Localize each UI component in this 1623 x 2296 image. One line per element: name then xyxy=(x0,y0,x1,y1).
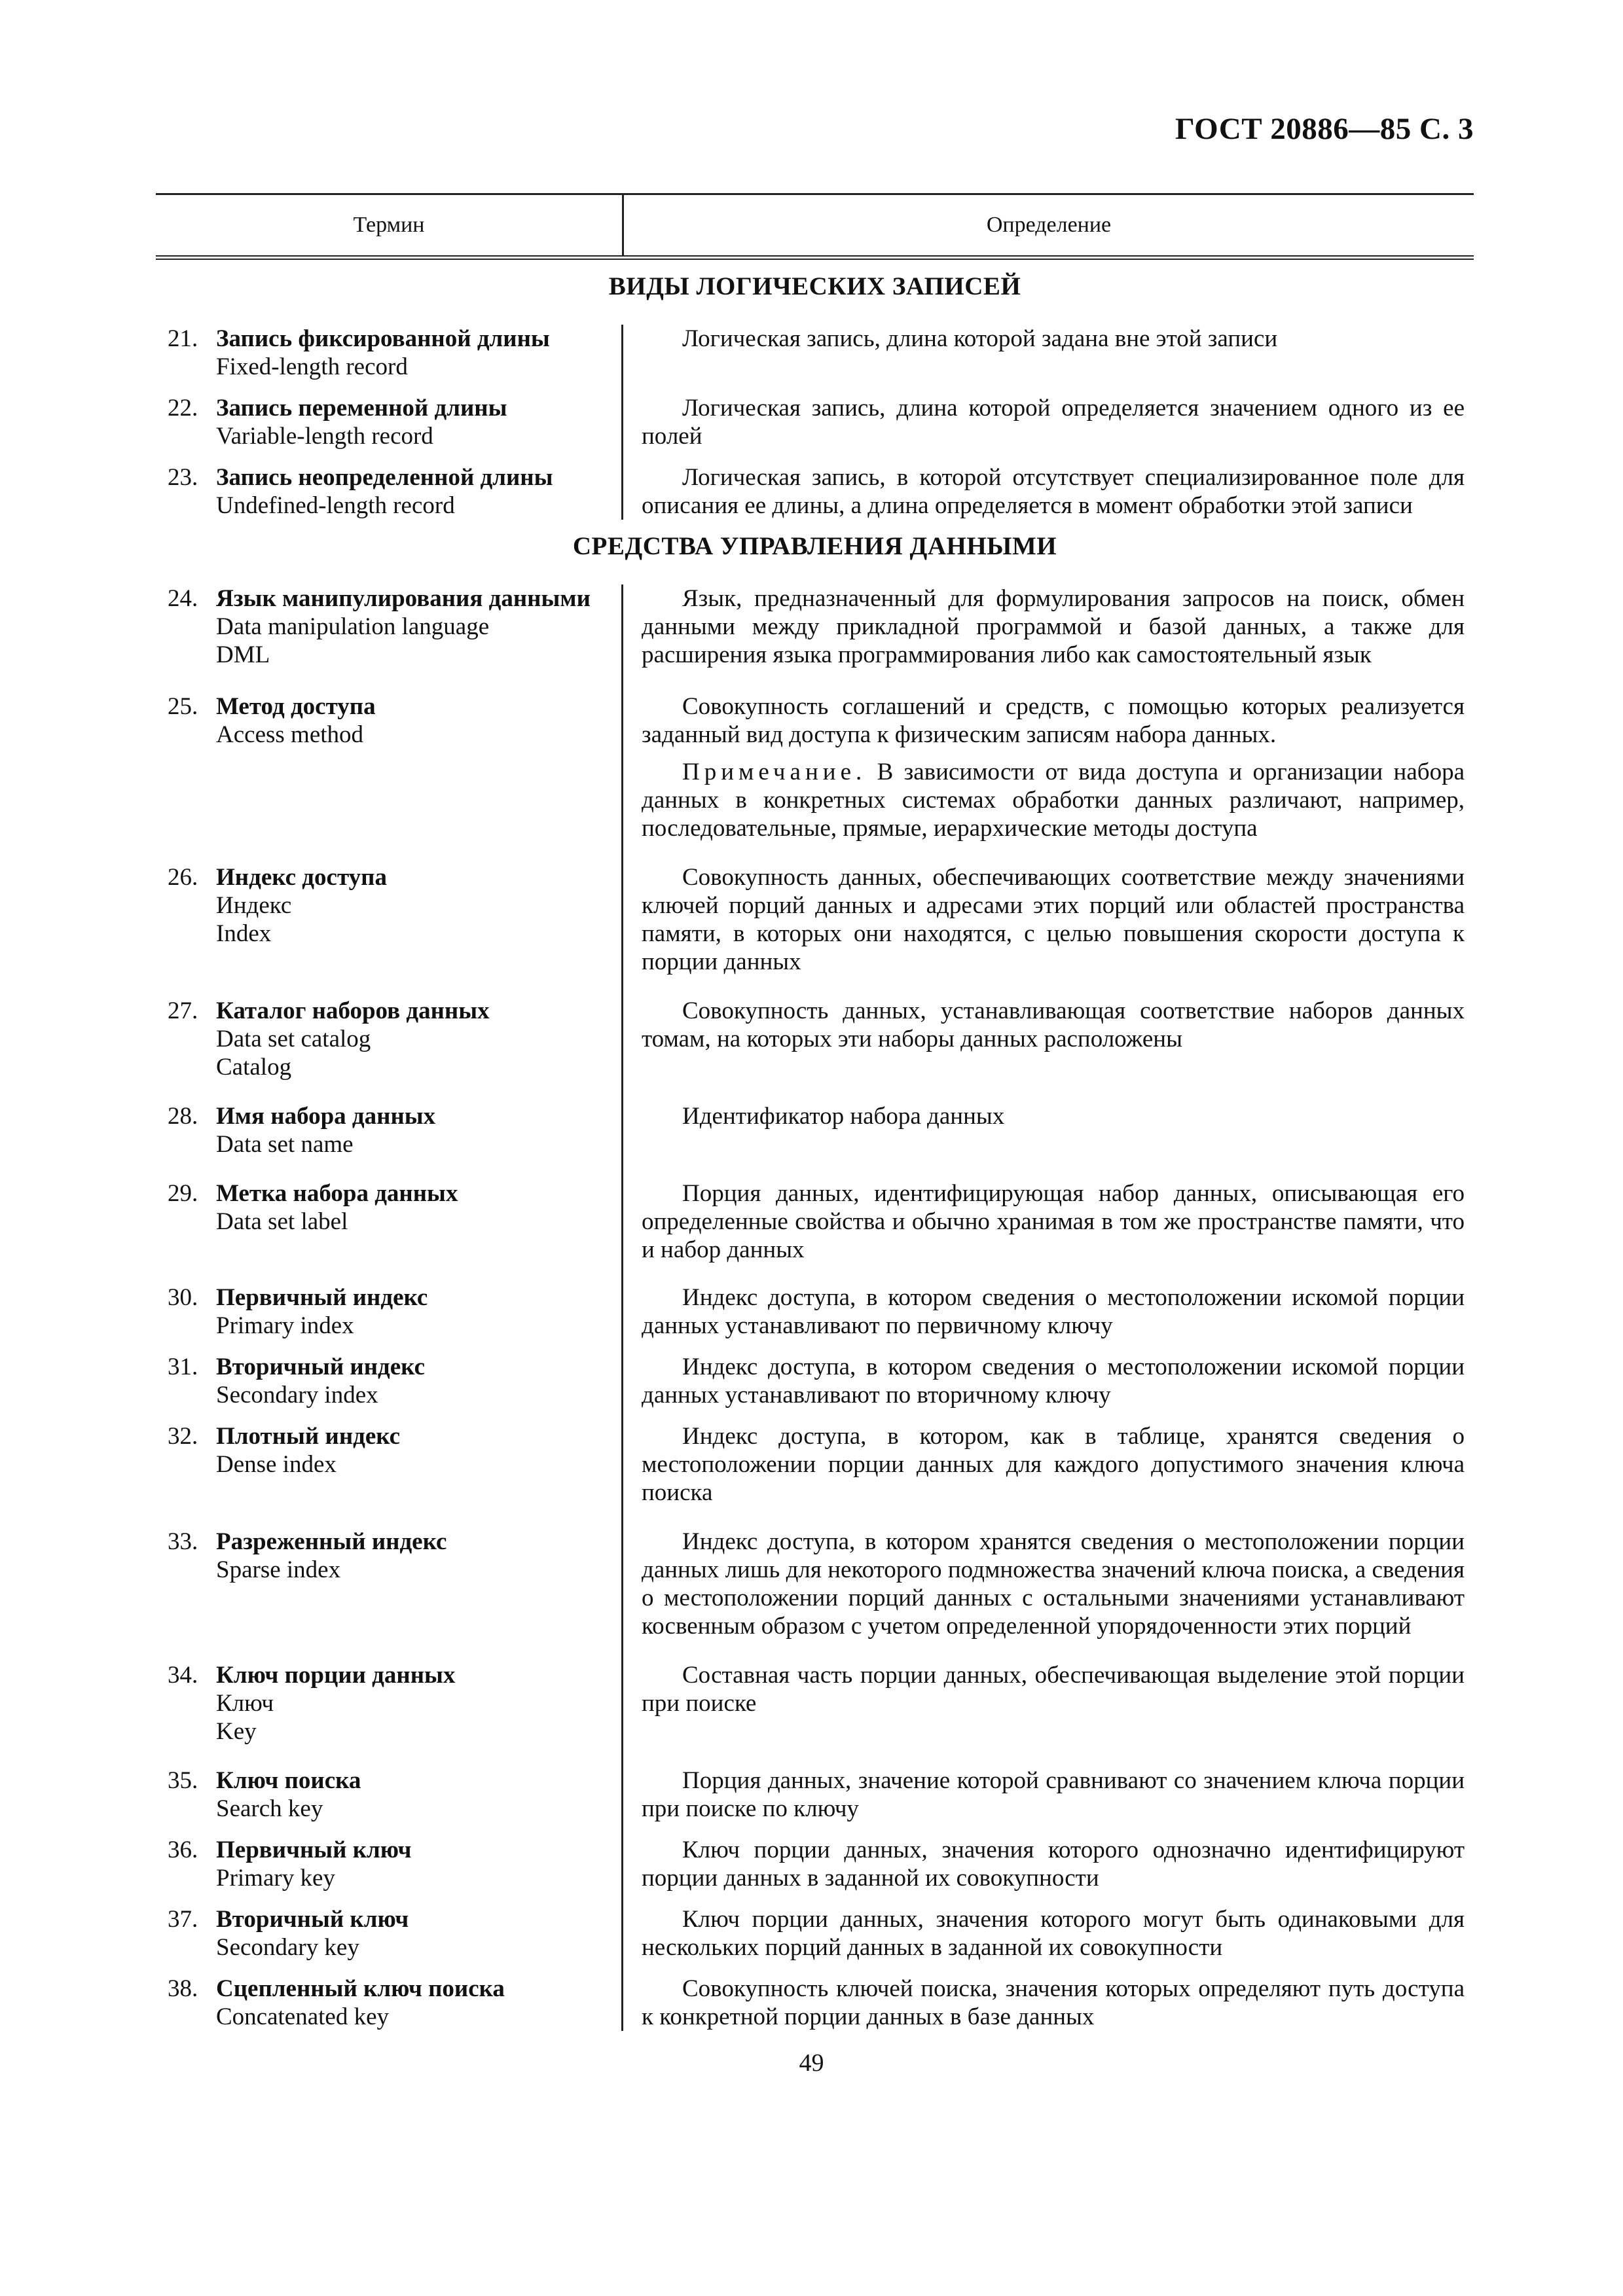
term-synonym: Index xyxy=(216,920,272,947)
term-number: 36. xyxy=(168,1837,198,1863)
term-synonym: Ключ xyxy=(216,1690,274,1717)
definition-text: Идентификатор набора данных xyxy=(682,1103,1005,1130)
term-number: 33. xyxy=(168,1528,198,1555)
definition-cell xyxy=(622,1661,1474,1746)
term-cell xyxy=(156,1975,622,2031)
column-header-definition: Определение xyxy=(622,195,1474,255)
term-synonym: Data set catalog xyxy=(216,1026,371,1052)
term-synonym: Secondary key xyxy=(216,1934,359,1961)
term-cell xyxy=(156,692,622,842)
definition-cell xyxy=(622,1283,1474,1340)
term-russian: Сцепленный ключ поиска xyxy=(216,1975,505,2002)
definition-cell xyxy=(622,997,1474,1081)
definition-text: Ключ порции данных, значения которого однозначно идентифицируют порции данных в заданной их совокупности xyxy=(642,1837,1465,1892)
definition-text: Язык, предназначенный для формулирования запросов на поиск, обмен данными между прикладной программой и базой данных, а также для расширения языка программирования либо как самостоятельный язык xyxy=(642,585,1465,668)
term-row xyxy=(156,1661,1474,1746)
term-synonym: Catalog xyxy=(216,1054,292,1081)
term-cell xyxy=(156,863,622,976)
definition-cell xyxy=(622,1836,1474,1892)
term-russian: Язык манипулирования данными xyxy=(216,585,591,612)
term-russian: Имя набора данных xyxy=(216,1103,436,1130)
term-russian: Метод доступа xyxy=(216,693,376,720)
term-cell xyxy=(156,1767,622,1823)
term-row xyxy=(156,394,1474,450)
term-row xyxy=(156,692,1474,842)
definition-text: Порция данных, идентифицирующая набор данных, описывающая его определенные свойства и обычно хранимая в том же пространстве памяти, что и набор данных xyxy=(642,1180,1465,1263)
definition-text: Ключ порции данных, значения которого могут быть одинаковыми для нескольких порций данных в заданной их совокупности xyxy=(642,1906,1465,1961)
term-row xyxy=(156,325,1474,381)
term-cell xyxy=(156,997,622,1081)
term-russian: Первичный ключ xyxy=(216,1837,412,1863)
definition-cell xyxy=(622,1975,1474,2031)
term-synonym: Concatenated key xyxy=(216,2003,390,2030)
definition-text: Индекс доступа, в котором хранятся сведения о местоположении порции данных лишь для некоторого подмножества значений ключа поиска, а сведения о местоположении порций данных с остальными значениями устанавливают косвенным образом с учетом определенной упорядоченности этих порций xyxy=(642,1528,1465,1640)
note-text: В зависимости от вида доступа и организации набора данных в конкретных системах обработки данных различают, например, последовательные, прямые, иерархические методы доступа xyxy=(642,759,1465,842)
term-synonym: Dense index xyxy=(216,1451,337,1478)
definition-cell xyxy=(622,1905,1474,1962)
definition-cell xyxy=(622,1767,1474,1823)
term-number: 24. xyxy=(168,585,198,612)
term-synonym: Undefined-length record xyxy=(216,492,455,519)
term-synonym: Data set name xyxy=(216,1131,354,1158)
definition-note xyxy=(642,758,1465,842)
term-russian: Запись неопределенной длины xyxy=(216,464,553,491)
term-synonym: Search key xyxy=(216,1795,323,1822)
term-row xyxy=(156,1905,1474,1962)
term-number: 38. xyxy=(168,1975,198,2002)
term-number: 29. xyxy=(168,1180,198,1207)
term-russian: Запись переменной длины xyxy=(216,395,507,422)
term-number: 27. xyxy=(168,997,198,1024)
definition-cell xyxy=(622,1528,1474,1640)
term-russian: Ключ порции данных xyxy=(216,1662,456,1689)
section-rows xyxy=(156,584,1474,2031)
definition-cell xyxy=(622,1422,1474,1507)
definition-text: Совокупность данных, обеспечивающих соответствие между значениями ключей порций данных и адресами этих порций или областей пространства памяти, в которых они находятся, с целью повышения скорости доступа к порции данных xyxy=(642,864,1465,975)
definition-text: Индекс доступа, в котором, как в таблице, хранятся сведения о местоположении порции данных для каждого допустимого значения ключа поиска xyxy=(642,1423,1465,1506)
definition-cell xyxy=(622,394,1474,450)
definition-cell xyxy=(622,463,1474,520)
term-number: 32. xyxy=(168,1423,198,1450)
term-cell xyxy=(156,1836,622,1892)
term-row xyxy=(156,1283,1474,1340)
term-russian: Плотный индекс xyxy=(216,1423,401,1450)
term-cell xyxy=(156,584,622,669)
term-synonym: Data set label xyxy=(216,1208,348,1235)
term-row xyxy=(156,584,1474,669)
term-row xyxy=(156,997,1474,1081)
term-number: 22. xyxy=(168,395,198,422)
definition-cell xyxy=(622,692,1474,842)
definition-text: Совокупность данных, устанавливающая соответствие наборов данных томам, на которых эти наборы данных расположены xyxy=(642,997,1465,1052)
terms-table xyxy=(156,193,1474,2031)
definition-cell xyxy=(622,584,1474,669)
term-synonym: Key xyxy=(216,1718,257,1745)
term-synonym: Sparse index xyxy=(216,1556,341,1583)
term-russian: Разреженный индекс xyxy=(216,1528,447,1555)
term-russian: Запись фиксированной длины xyxy=(216,325,550,352)
column-header-term: Термин xyxy=(353,213,425,237)
term-cell xyxy=(156,1422,622,1507)
term-row xyxy=(156,1528,1474,1640)
term-number: 35. xyxy=(168,1767,198,1794)
term-russian: Индекс доступа xyxy=(216,864,387,891)
term-cell xyxy=(156,1528,622,1640)
term-synonym: Secondary index xyxy=(216,1382,378,1408)
definition-text: Порция данных, значение которой сравнивают со значением ключа порции при поиске по ключу xyxy=(642,1767,1465,1822)
term-synonym: Индекс xyxy=(216,892,292,919)
definition-text: Логическая запись, длина которой задана вне этой записи xyxy=(682,325,1278,352)
term-row xyxy=(156,1836,1474,1892)
term-synonym: Access method xyxy=(216,721,364,748)
term-synonym: Fixed-length record xyxy=(216,353,408,380)
table-header xyxy=(156,193,1474,260)
definition-text: Логическая запись, длина которой определяется значением одного из ее полей xyxy=(642,395,1465,450)
term-cell xyxy=(156,1283,622,1340)
term-cell xyxy=(156,394,622,450)
term-number: 34. xyxy=(168,1662,198,1689)
section-title: ВИДЫ ЛОГИЧЕСКИХ ЗАПИСЕЙ xyxy=(608,272,1021,300)
term-synonym: Data manipulation language xyxy=(216,613,490,640)
definition-text: Совокупность ключей поиска, значения которых определяют путь доступа к конкретной порции данных в базе данных xyxy=(642,1975,1465,2030)
term-synonym: Primary index xyxy=(216,1312,354,1339)
definition-cell xyxy=(622,325,1474,381)
term-cell xyxy=(156,1102,622,1158)
definition-text: Индекс доступа, в котором сведения о местоположении искомой порции данных устанавливают по первичному ключу xyxy=(642,1284,1465,1339)
term-russian: Метка набора данных xyxy=(216,1180,458,1207)
page-number: 49 xyxy=(799,2049,824,2077)
definition-text: Совокупность соглашений и средств, с помощью которых реализуется заданный вид доступа к физическим записям набора данных. xyxy=(642,693,1465,748)
term-cell xyxy=(156,1353,622,1409)
term-row xyxy=(156,1179,1474,1264)
term-number: 26. xyxy=(168,864,198,891)
definition-text: Индекс доступа, в котором сведения о местоположении искомой порции данных устанавливают по вторичному ключу xyxy=(642,1354,1465,1408)
section-rows xyxy=(156,325,1474,520)
term-synonym: Primary key xyxy=(216,1865,335,1892)
page-header: ГОСТ 20886—85 С. 3 xyxy=(1175,112,1474,146)
definition-cell xyxy=(622,863,1474,976)
definition-text: Составная часть порции данных, обеспечивающая выделение этой порции при поиске xyxy=(642,1662,1465,1717)
term-row xyxy=(156,1353,1474,1409)
definition-cell xyxy=(622,1179,1474,1264)
term-row xyxy=(156,863,1474,976)
term-synonym: DML xyxy=(216,641,270,668)
section-title: СРЕДСТВА УПРАВЛЕНИЯ ДАННЫМИ xyxy=(572,532,1057,560)
term-number: 28. xyxy=(168,1103,198,1130)
term-number: 21. xyxy=(168,325,198,352)
term-cell xyxy=(156,463,622,520)
note-label: Примечание. xyxy=(682,759,867,785)
definition-cell xyxy=(622,1353,1474,1409)
term-russian: Ключ поиска xyxy=(216,1767,361,1794)
definition-text: Логическая запись, в которой отсутствует специализированное поле для описания ее длины, а длина определяется в момент обработки этой записи xyxy=(642,464,1465,519)
term-russian: Первичный индекс xyxy=(216,1284,428,1311)
term-russian: Каталог наборов данных xyxy=(216,997,490,1024)
term-russian: Вторичный индекс xyxy=(216,1354,425,1380)
term-number: 31. xyxy=(168,1354,198,1380)
term-cell xyxy=(156,1661,622,1746)
term-cell xyxy=(156,325,622,381)
term-number: 37. xyxy=(168,1906,198,1933)
term-row xyxy=(156,1767,1474,1823)
term-row xyxy=(156,1422,1474,1507)
term-row xyxy=(156,463,1474,520)
term-cell xyxy=(156,1179,622,1264)
table-body xyxy=(156,260,1474,2031)
term-number: 23. xyxy=(168,464,198,491)
term-row xyxy=(156,1102,1474,1158)
term-synonym: Variable-length record xyxy=(216,423,433,450)
term-number: 25. xyxy=(168,693,198,720)
term-cell xyxy=(156,1905,622,1962)
term-russian: Вторичный ключ xyxy=(216,1906,409,1933)
definition-cell xyxy=(622,1102,1474,1158)
term-number: 30. xyxy=(168,1284,198,1311)
term-row xyxy=(156,1975,1474,2031)
